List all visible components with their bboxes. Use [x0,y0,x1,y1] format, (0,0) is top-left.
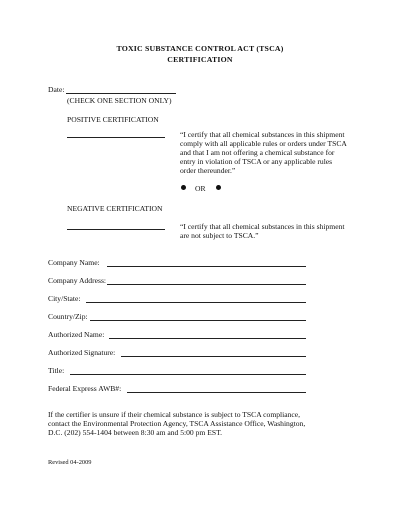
document-title: TOXIC SUBSTANCE CONTROL ACT (TSCA) [116,44,284,53]
city-state-label: City/State: [48,294,81,303]
bullet-icon [216,185,221,190]
country-zip-field[interactable] [90,320,306,321]
authorized-name-label: Authorized Name: [48,330,105,339]
company-name-label: Company Name: [48,258,100,267]
fedex-awb-field[interactable] [127,392,306,393]
negative-certification-statement: “I certify that all chemical substances in this shipment are not subject to TSCA.” [180,222,345,241]
authorized-signature-field[interactable] [121,356,306,357]
positive-certification-heading: POSITIVE CERTIFICATION [67,115,159,124]
city-state-field[interactable] [86,302,306,303]
title-field[interactable] [70,374,306,375]
date-field[interactable] [66,93,176,94]
negative-certification-heading: NEGATIVE CERTIFICATION [67,204,163,213]
footer-note: If the certifier is unsure if their chemical substance is subject to TSCA compliance, contact the Environmental Protection Agency, TSCA Assistance Office, Washington, D.C. (202) 554-1404 between 8:30 am and 5:00 pm EST. [48,410,306,438]
company-address-field[interactable] [107,284,306,285]
authorized-name-field[interactable] [109,338,306,339]
fedex-awb-label: Federal Express AWB#: [48,384,122,393]
company-address-label: Company Address: [48,276,107,285]
document-subtitle: CERTIFICATION [167,55,233,64]
check-one-note: (CHECK ONE SECTION ONLY) [67,96,172,105]
country-zip-label: Country/Zip: [48,312,88,321]
or-separator: OR [195,184,206,193]
title-label: Title: [48,366,65,375]
positive-certification-signature-line[interactable] [67,137,165,138]
positive-certification-statement: “I certify that all chemical substances in this shipment comply with all applicable rules or orders under TSCA and that I am not offering a chemical substance for entry in violation of TSCA or any applicable rules order thereunder.” [180,130,347,176]
company-name-field[interactable] [107,266,306,267]
negative-certification-signature-line[interactable] [67,229,165,230]
date-label: Date: [48,85,65,94]
bullet-icon [181,185,186,190]
authorized-signature-label: Authorized Signature: [48,348,116,357]
revision-note: Revised 04-2009 [48,459,92,466]
